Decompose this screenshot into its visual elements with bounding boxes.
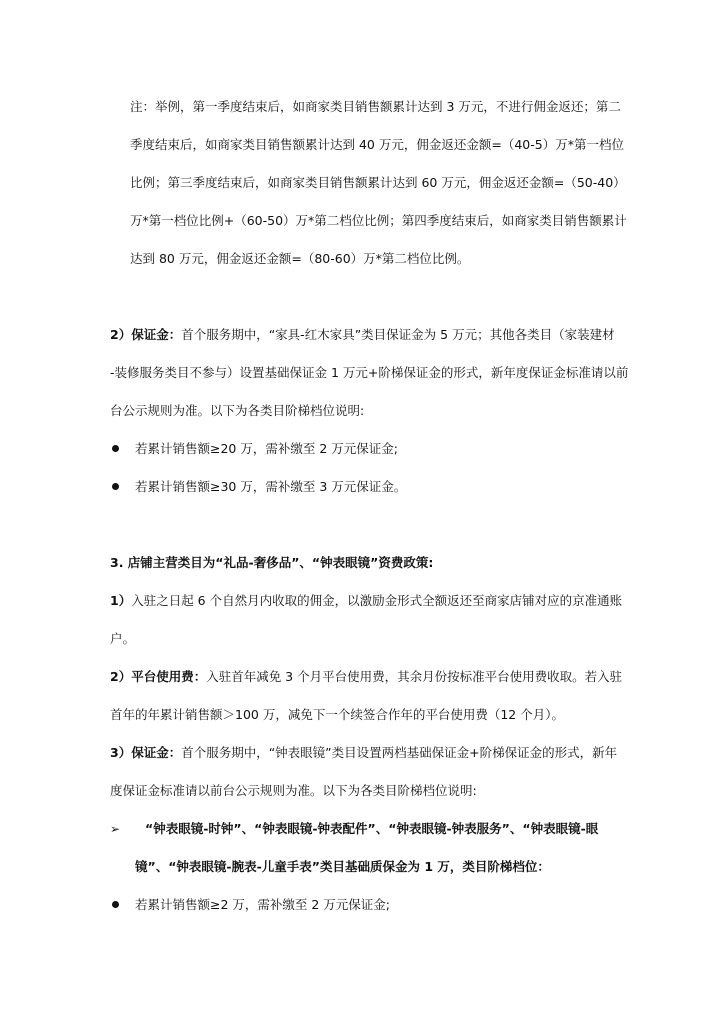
bullet-icon [112, 901, 119, 908]
section3-bullet-1: 若累计销售额≥2 万，需补缴至 2 万元保证金; [135, 897, 391, 912]
bullet-icon [112, 483, 119, 490]
deposit-bullet-2: 若累计销售额≥30 万，需补缴至 3 万元保证金。 [135, 479, 407, 494]
deposit-line-1 [110, 327, 615, 343]
section3-arrow-line-1: “钟表眼镜-时钟”、“钟表眼镜-钟表配件”、“钟表眼镜-钟表服务”、“钟表眼镜-眼 [145, 821, 599, 836]
section3-item2-line-1 [110, 669, 622, 685]
section3-item1-number: 1） [110, 593, 132, 608]
note-line-2: 季度结束后，如商家类目销售额累计达到 40 万元，佣金返还金额=（40-5）万*第一档位 [130, 137, 624, 152]
deposit-heading: 2）保证金： [110, 327, 182, 342]
note-line-3: 比例；第三季度结束后，如商家类目销售额累计达到 60 万元，佣金返还金额=（50-40） [130, 175, 626, 190]
section3-item2-text: 入驻首年减免 3 个月平台使用费，其余月份按标准平台使用费收取。若入驻 [206, 669, 623, 684]
note-line-5: 达到 80 万元，佣金返还金额=（80-60）万*第二档位比例。 [130, 251, 470, 266]
section3-item1-line-2: 户。 [110, 631, 136, 646]
section3-item2-heading: 2）平台使用费： [110, 669, 207, 684]
note-line-1: 注：举例，第一季度结束后，如商家类目销售额累计达到 3 万元，不进行佣金返还；第二 [130, 99, 621, 114]
bullet-icon [112, 445, 119, 452]
section3-item3-line-1 [110, 745, 617, 761]
section3-item3-line-2: 度保证金标准请以前台公示规则为准。以下为各类目阶梯档位说明: [110, 783, 477, 798]
section3-item3-text: 首个服务期中，“钟表眼镜”类目设置两档基础保证金+阶梯保证金的形式，新年 [181, 745, 618, 760]
section3-item1-line-1 [110, 593, 622, 609]
note-line-4: 万*第一档位比例+（60-50）万*第二档位比例；第四季度结束后，如商家类目销售额累计 [130, 213, 627, 228]
deposit-bullet-1: 若累计销售额≥20 万，需补缴至 2 万元保证金; [135, 441, 398, 456]
arrow-bullet-icon: ➢ [110, 822, 121, 836]
section3-item1-text: 入驻之日起 6 个自然月内收取的佣金，以激励金形式全额返还至商家店铺对应的京准通账 [131, 593, 623, 608]
section3-arrow-line-2: 镜”、“钟表眼镜-腕表-儿童手表”类目基础质保金为 1 万，类目阶梯档位： [135, 859, 550, 874]
section3-item3-heading: 3）保证金： [110, 745, 182, 760]
section3-item2-line-2: 首年的年累计销售额＞100 万，减免下一个续签合作年的平台使用费（12 个月）。 [110, 707, 564, 722]
deposit-line-2: -装修服务类目不参与）设置基础保证金 1 万元+阶梯保证金的形式，新年度保证金标准请以前 [110, 365, 629, 380]
section3-title: 3. 店铺主营类目为“礼品-奢侈品”、“钟表眼镜”资费政策: [110, 555, 434, 570]
deposit-line-3: 台公示规则为准。以下为各类目阶梯档位说明: [110, 403, 365, 418]
deposit-text-1: 首个服务期中，“家具-红木家具”类目保证金为 5 万元；其他各类目（家装建材 [181, 327, 615, 342]
